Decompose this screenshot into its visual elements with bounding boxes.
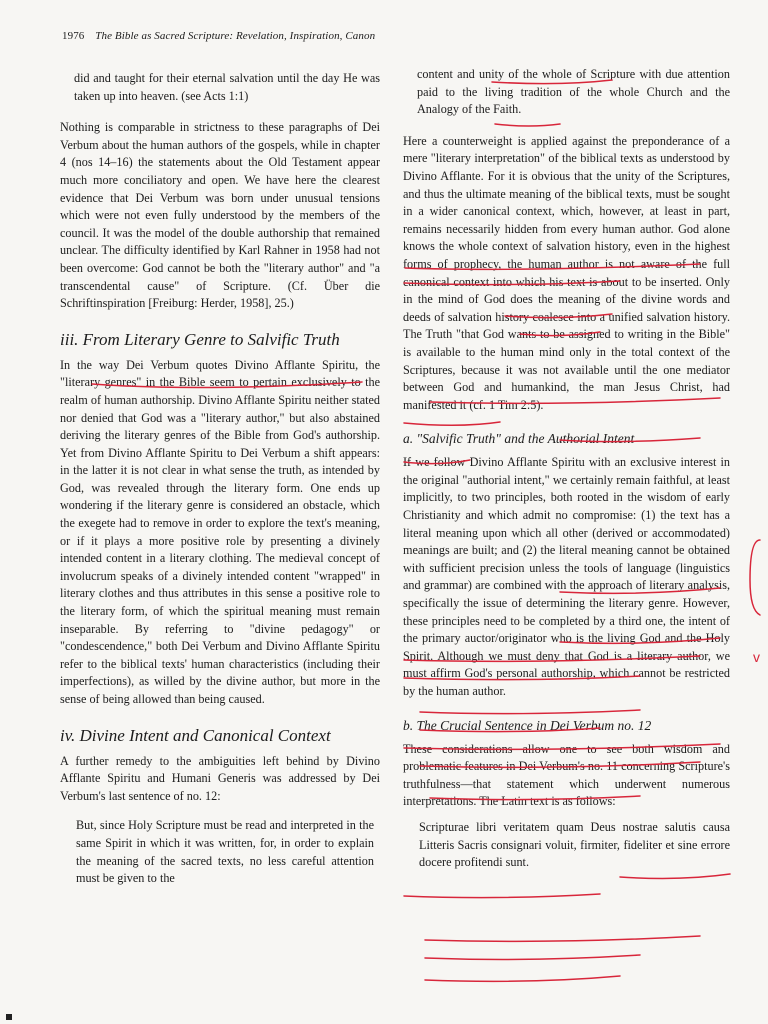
- block-quote-dei-verbum: But, since Holy Scripture must be read and interpreted in the same Spirit in which it was written, for, in order to explain the meaning of the sacred texts, no less careful attention must be given to the: [76, 818, 374, 886]
- subheading-b: b. The Crucial Sentence in Dei Verbum no. 12: [403, 717, 652, 733]
- underline-fideliter: [425, 976, 620, 981]
- page-number: 1976: [62, 30, 85, 42]
- section-heading-iv: iv. Divine Intent and Canonical Context: [60, 725, 331, 745]
- underline-numerous: [404, 894, 600, 898]
- paragraph-remedy: A further remedy to the ambiguities left behind by Divino Afflante Spiritu and Humani Generis was addressed by Dei Verbum's last sentence of no. 12:: [60, 753, 380, 803]
- left-column: [60, 70, 380, 888]
- page-header: [62, 30, 722, 42]
- underline-scripturae: [425, 936, 700, 941]
- subheading-a: a. "Salvific Truth" and the Authorial Intent: [403, 431, 635, 447]
- paragraph-literary-genres: In the way Dei Verbum quotes Divino Afflante Spiritu, the "literary genres" in the Bible seem to pertain exclusively to the realm of human authorship. Divino Afflante Spiritu neither stated nor denied that God was a "literary author," but also abstained deriving the literary genres of the Bible from God's authorship. Yet from Divino Afflante Spiritu to Dei Verbum a shift appears: in the latter it is not clear in what sense the truth, as intended by God, was revealed through the literary form. One ends up wondering if the literary genre is considered an obstacle, which the exegete had to remove in order to explore the text's meaning, or if it plays a more positive role by presenting a divinely intended content in a literary clothing. The medieval concept of involucrum speaks of a divinely intended content "wrapped" in literary clothes and thus attributes in this sense a positive role to the literary form, of which the spiritual meaning must remain inseparable. By referring to "divine pedagogy" or "condescendence," both Dei Verbum and Divino Afflante Spiritu refer to the biblical texts' human characteristics (including their imperfections), as willed by the divine author, but more in the sense of being allowed than being caused.: [60, 357, 380, 706]
- underline-causa: [425, 955, 640, 959]
- paragraph-counterweight: Here a counterweight is applied against the preponderance of a mere "literary interpretation" of the biblical texts as understood by Divino Afflante. For it is obvious that the unity of the Scriptures, and thus the ultimate meaning of the biblical texts, must be sought in a wider canonical context, which, however, at least in part, remains necessarily hidden from every human author. God alone knows the whole context of salvation history, even in the highest forms of prophecy, the human author is not aware of the full canonical context into which his text is about to be inserted. Only in the mind of God does the meaning of the divine words and deeds of salvation history coalesce into a unified salvation history. The Truth "that God wants to be assigned to writing in the Bible" is available to the human mind only in the total context of the Scriptures, because it was not available until the one mediator between God and humankind, the man Jesus Christ, had manifested it (cf. 1 Tim 2:5).: [403, 133, 730, 412]
- quote-continuation: content and unity of the whole of Scripture with due attention paid to the living tradition of the whole Church and the Analogy of the Faith.: [417, 67, 730, 117]
- intro-quote: did and taught for their eternal salvation until the day He was taken up into heaven. (see Acts 1:1): [74, 71, 380, 103]
- paragraph-authorial-intent: If we follow Divino Afflante Spiritu with an exclusive interest in the original "authorial intent," we certainly remain faithful, at least implicitly, to two principles, both rooted in the wisdom of early Christianity and which admit no compromise: (1) the text has a literal meaning upon which all other (derived or accommodated) meanings are built; and (2) the literal meaning cannot be obtained with sufficient precision unless the tools of language (linguistics and grammar) are combined with the approach of literary analysis, specifically the issue of determining the literary genre. However, these principles need to be completed by a third one, the intent of the primary auctor/originator who is the living God and the Holy Spirit. Although we must deny that God is a literary author, we must affirm God's personal authorship, which cannot be restricted by the human author.: [403, 455, 730, 698]
- margin-bracket: [750, 540, 760, 615]
- section-heading-iii: iii. From Literary Genre to Salvific Truth: [60, 329, 340, 349]
- running-title: The Bible as Sacred Scripture: Revelation, Inspiration, Canon: [95, 30, 376, 42]
- right-column: [403, 66, 730, 872]
- scan-corner-mark: [6, 1014, 12, 1020]
- margin-v-mark: v: [753, 649, 760, 665]
- latin-quote: Scripturae libri veritatem quam Deus nostrae salutis causa Litteris Sacris consignari voluit, firmiter, fideliter et sine errore docere profitendi sunt.: [419, 819, 730, 870]
- paragraph-crucial-sentence: These considerations allow one to see both wisdom and problematic features in Dei Verbum's no. 11 concerning Scripture's truthfulness—that statement which underwent numerous interpretations. The Latin text is as follows:: [403, 741, 730, 809]
- underline-underwent: [620, 874, 730, 878]
- paragraph-rahner: Nothing is comparable in strictness to these paragraphs of Dei Verbum about the human authors of the gospels, while in chapter 4 (nos 14–16) the statements about the Old Testament appear much more conciliatory and open. We have here the clearest evidence that Dei Verbum was born under unusual tensions which were not even fully understood by the members of the council. It was the model of the double authorship that remained unclear. The difficulty identified by Karl Rahner in 1958 had not been overcome: God cannot be both the "literary author" and "a transcendental cause" of Scripture. (Cf. Über die Schriftinspiration [Freiburg: Herder, 1958], 25.): [60, 120, 380, 311]
